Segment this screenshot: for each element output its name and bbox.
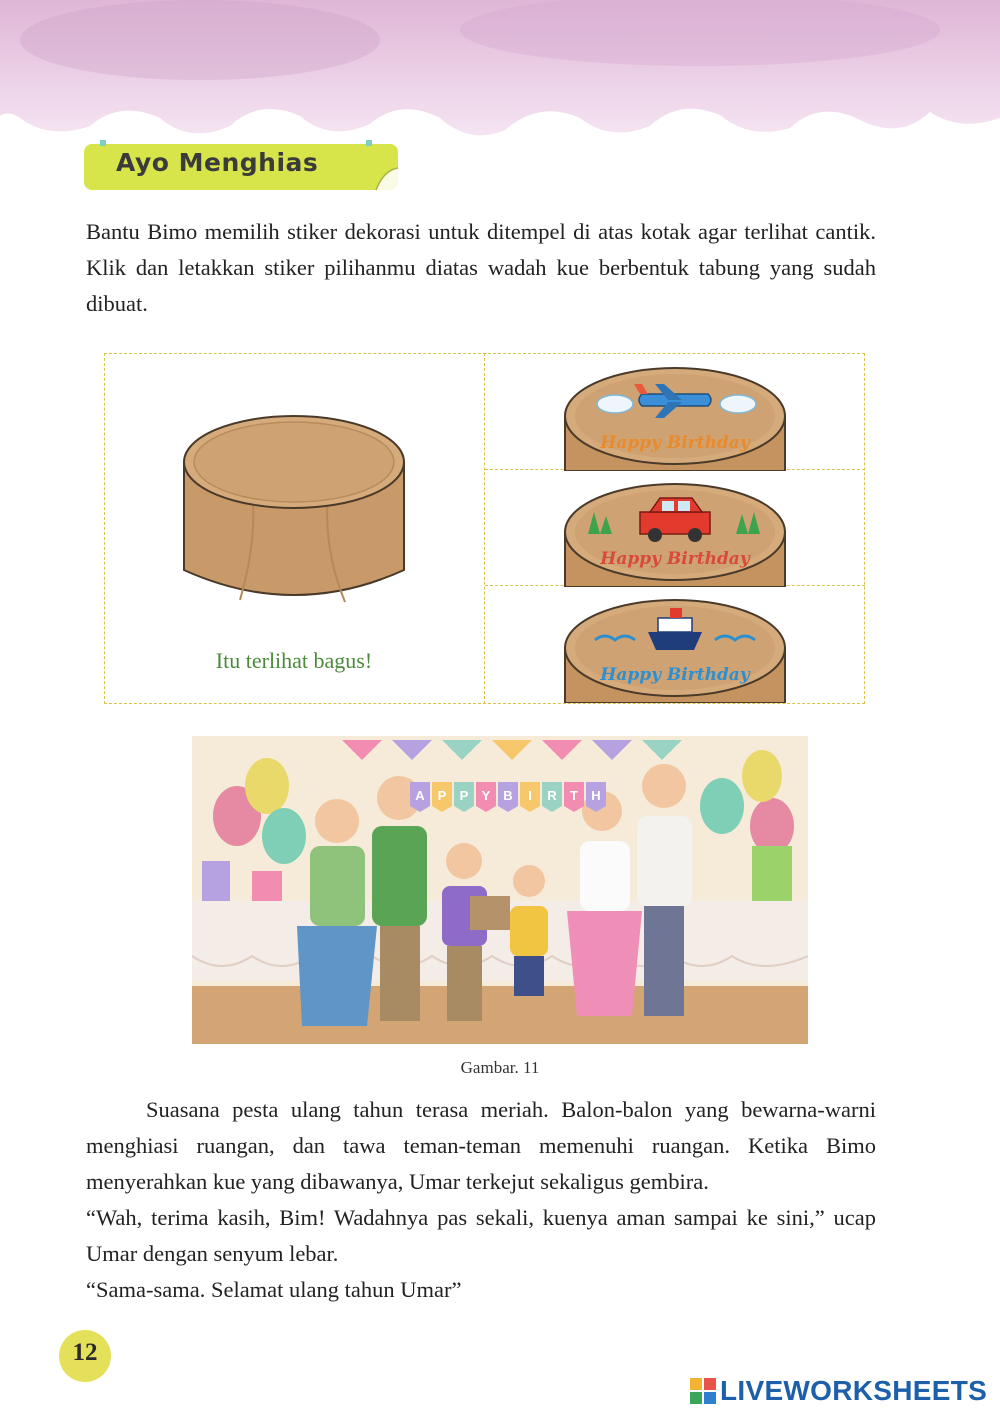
banner-letter: P (459, 788, 469, 803)
story-paragraph: Suasana pesta ulang tahun terasa meriah. Balon-balon yang bewarna-warni menghiasi ruangan, dan tawa teman-teman memenuhi ruangan. Ketika Bimo menyerahkan kue yang dibawanya, Umar terkejut sekaligus gembira. (86, 1097, 876, 1194)
figure-caption: Gambar. 11 (460, 1058, 540, 1077)
page-number-badge (57, 1328, 113, 1384)
banner-letter: T (570, 788, 578, 803)
story-paragraph: “Sama-sama. Selamat ulang tahun Umar” (86, 1277, 462, 1302)
banner-letter: H (591, 788, 601, 803)
sticker-label: Happy Birthday (600, 549, 750, 569)
intro-paragraph: Bantu Bimo memilih stiker dekorasi untuk ditempel di atas kotak agar terlihat cantik. Klik dan letakkan stiker pilihanmu diatas wadah kue berbentuk tabung yang sudah dibuat. (86, 219, 876, 316)
header-watercolor (0, 0, 1000, 150)
banner-letter: A (415, 788, 425, 803)
brand-name: LIVEWORKSHEETS (720, 1375, 988, 1406)
sticker-airplane[interactable] (560, 356, 790, 471)
banner-letter: B (503, 788, 513, 803)
sticker-label: Happy Birthday (600, 665, 750, 685)
liveworksheets-icon (690, 1378, 716, 1404)
feedback-message: Itu terlihat bagus! (215, 648, 373, 673)
story-paragraph: “Wah, terima kasih, Bim! Wadahnya pas sekali, kuenya aman sampai ke sini,” ucap Umar dengan senyum lebar. (86, 1205, 876, 1266)
banner-letter: R (547, 788, 557, 803)
liveworksheets-logo (690, 1374, 987, 1408)
section-title: Ayo Menghias (116, 148, 319, 177)
banner-letter: Y (481, 788, 491, 803)
birthday-party-illustration (192, 736, 808, 1044)
story-text (86, 1092, 876, 1308)
sticker-car[interactable] (560, 472, 790, 587)
sticker-ship[interactable] (560, 588, 790, 703)
page-number: 12 (72, 1339, 98, 1366)
banner-letter: P (437, 788, 447, 803)
cylinder-cake-box[interactable] (180, 410, 408, 614)
banner-letter: I (528, 788, 532, 803)
panel-divider (484, 353, 485, 704)
sticker-label: Happy Birthday (600, 433, 750, 453)
